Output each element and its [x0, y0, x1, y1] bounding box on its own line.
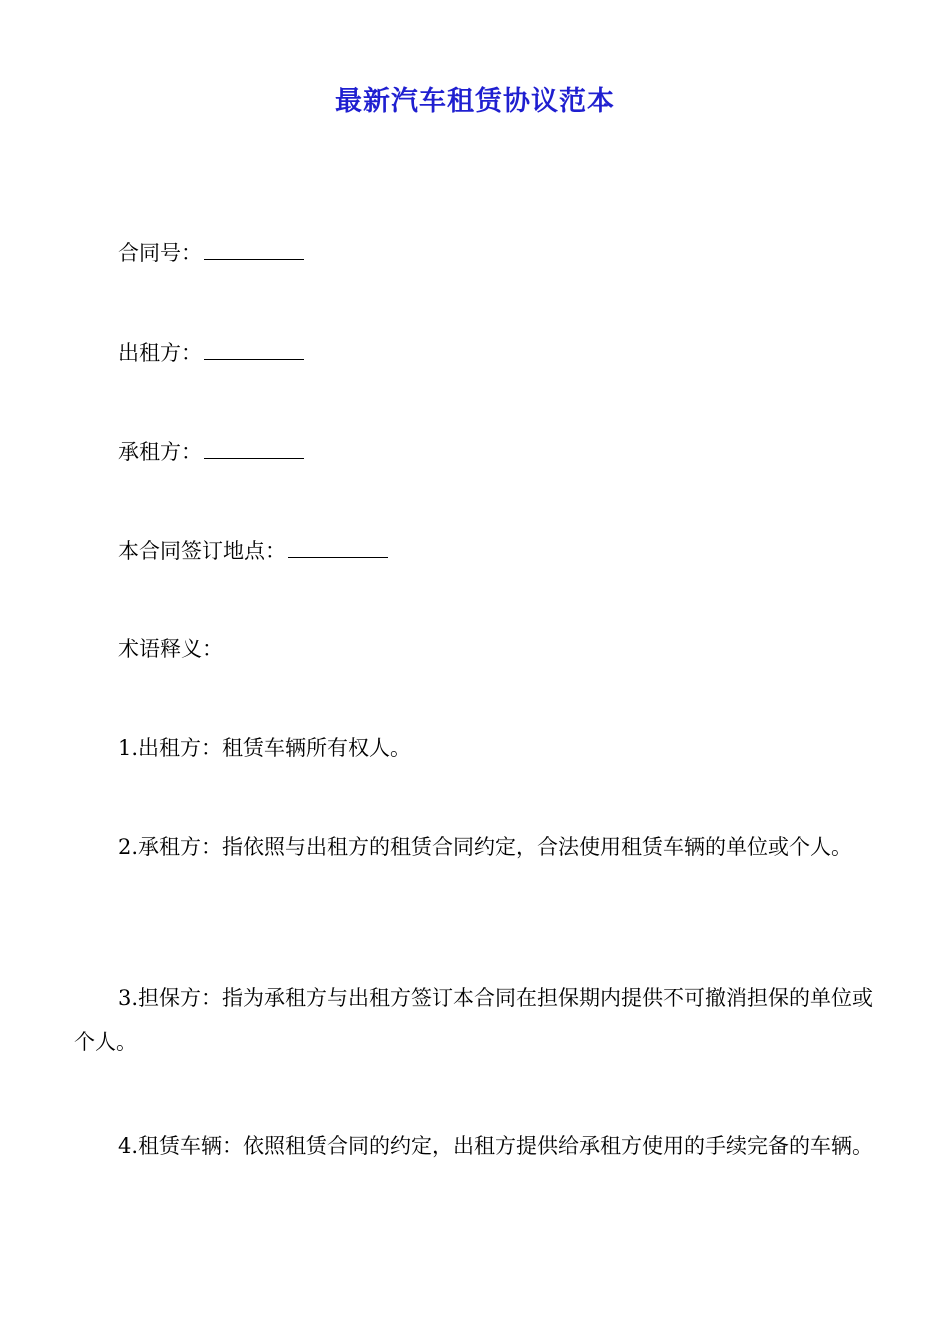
term-item-1: 1.出租方：租赁车辆所有权人。	[118, 736, 412, 760]
term-item-3: 3.担保方：指为承租方与出租方签订本合同在担保期内提供不可撤消担保的单位或个人。	[74, 986, 874, 1054]
lessor-field	[118, 337, 304, 368]
term-item-4: 4.租赁车辆：依照租赁合同的约定，出租方提供给承租方使用的手续完备的车辆。	[118, 1134, 874, 1158]
lessee-label: 承租方：	[118, 440, 202, 464]
lessee-blank[interactable]	[204, 436, 304, 459]
terms-heading: 术语释义：	[118, 637, 223, 661]
term-item-2: 2.承租方：指依照与出租方的租赁合同约定，合法使用租赁车辆的单位或个人。	[118, 835, 853, 859]
lessor-blank[interactable]	[204, 337, 304, 360]
signing-place-blank[interactable]	[288, 535, 388, 558]
signing-place-field	[118, 535, 388, 566]
contract-no-blank[interactable]	[204, 237, 304, 260]
lessor-label: 出租方：	[118, 341, 202, 365]
contract-no-field	[118, 237, 304, 268]
contract-no-label: 合同号：	[118, 241, 202, 265]
lessee-field	[118, 436, 304, 467]
document-title: 最新汽车租赁协议范本	[335, 86, 615, 117]
signing-place-label: 本合同签订地点：	[118, 539, 286, 563]
